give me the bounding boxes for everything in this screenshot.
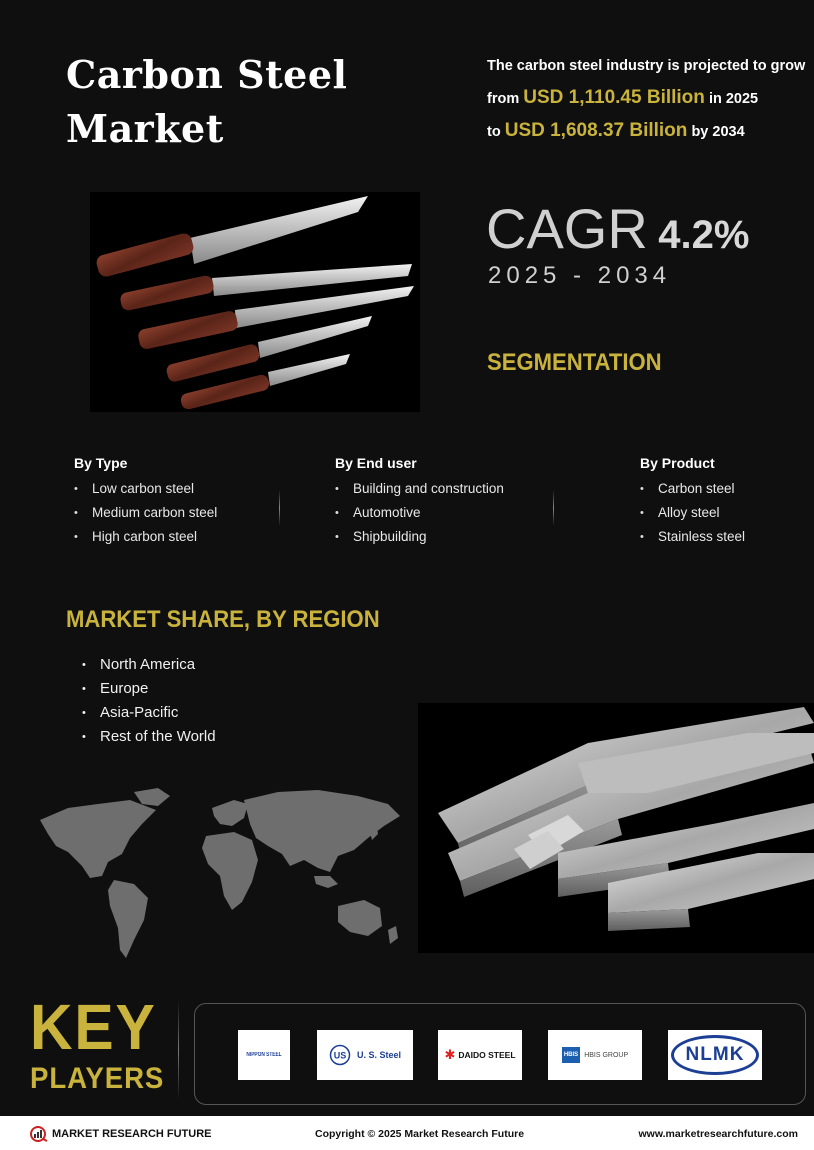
segment-item: • Automotive <box>335 501 504 525</box>
column-divider <box>553 490 554 526</box>
projection-to-value: USD 1,608.37 Billion <box>504 120 688 141</box>
cagr-value: 4.2% <box>658 213 750 257</box>
segment-heading: By Product <box>640 455 715 471</box>
footer-copyright: Copyright © 2025 Market Research Future <box>315 1128 525 1140</box>
segment-item: • Medium carbon steel <box>74 501 217 525</box>
segment-by-type <box>74 455 217 549</box>
region-item: • Europe <box>82 677 216 701</box>
world-map-icon <box>38 780 408 980</box>
mrf-logo-icon <box>30 1126 48 1142</box>
region-item: • Rest of the World <box>82 725 216 749</box>
market-share-title: MARKET SHARE, BY REGION <box>66 606 380 633</box>
nlmk-logo: NLMK <box>668 1030 762 1080</box>
hbis-icon: HBIS <box>562 1047 580 1063</box>
cagr-label: CAGR <box>486 197 648 260</box>
footer-brand: MARKET RESEARCH FUTURE <box>30 1126 212 1142</box>
footer-url[interactable]: www.marketresearchfuture.com <box>638 1128 798 1140</box>
segment-heading: By End user <box>335 455 417 471</box>
region-list <box>82 653 216 749</box>
segment-heading: By Type <box>74 455 128 471</box>
nippon-steel-logo: NIPPON STEEL <box>238 1030 290 1080</box>
segment-item: • Low carbon steel <box>74 477 217 501</box>
key-players-line-2: PLAYERS <box>30 1062 165 1095</box>
hbis-group-logo: HBIS HBIS GROUP <box>548 1030 642 1080</box>
segment-item: • Alloy steel <box>640 501 745 525</box>
segment-item: • Building and construction <box>335 477 504 501</box>
daido-steel-logo: ✱ DAIDO STEEL <box>438 1030 522 1080</box>
segment-by-end-user <box>335 455 504 549</box>
projection-from-value: USD 1,110.45 Billion <box>523 87 705 108</box>
page-title <box>66 48 347 156</box>
market-projection <box>487 50 807 148</box>
key-players-line-1: KEY <box>30 991 157 1063</box>
title-line-1: Carbon Steel <box>66 52 348 97</box>
projection-from: from USD 1,110.45 Billion in 2025 <box>487 87 759 108</box>
footer <box>0 1116 814 1150</box>
svg-text:US: US <box>333 1050 347 1061</box>
title-line-2: Market <box>66 106 224 151</box>
segment-item: • High carbon steel <box>74 525 217 549</box>
key-players-title <box>30 992 176 1096</box>
daido-star-icon: ✱ <box>444 1047 456 1062</box>
region-item: • Asia-Pacific <box>82 701 216 725</box>
key-players-divider <box>178 1000 179 1100</box>
segment-item: • Stainless steel <box>640 525 745 549</box>
steel-bars-image <box>418 703 814 953</box>
segment-item: • Shipbuilding <box>335 525 504 549</box>
segmentation-title: SEGMENTATION <box>487 349 662 376</box>
segment-by-product <box>640 455 745 549</box>
column-divider <box>279 490 280 526</box>
segment-item: • Carbon steel <box>640 477 745 501</box>
projection-intro: The carbon steel industry is projected to grow <box>487 58 806 74</box>
cagr-years: 2025 - 2034 <box>488 262 672 289</box>
projection-to: to USD 1,608.37 Billion by 2034 <box>487 120 745 141</box>
region-item: • North America <box>82 653 216 677</box>
cagr-figure <box>486 196 749 261</box>
us-steel-logo: US U. S. Steel <box>317 1030 413 1080</box>
knives-image <box>90 192 420 412</box>
us-steel-icon <box>329 1044 351 1066</box>
